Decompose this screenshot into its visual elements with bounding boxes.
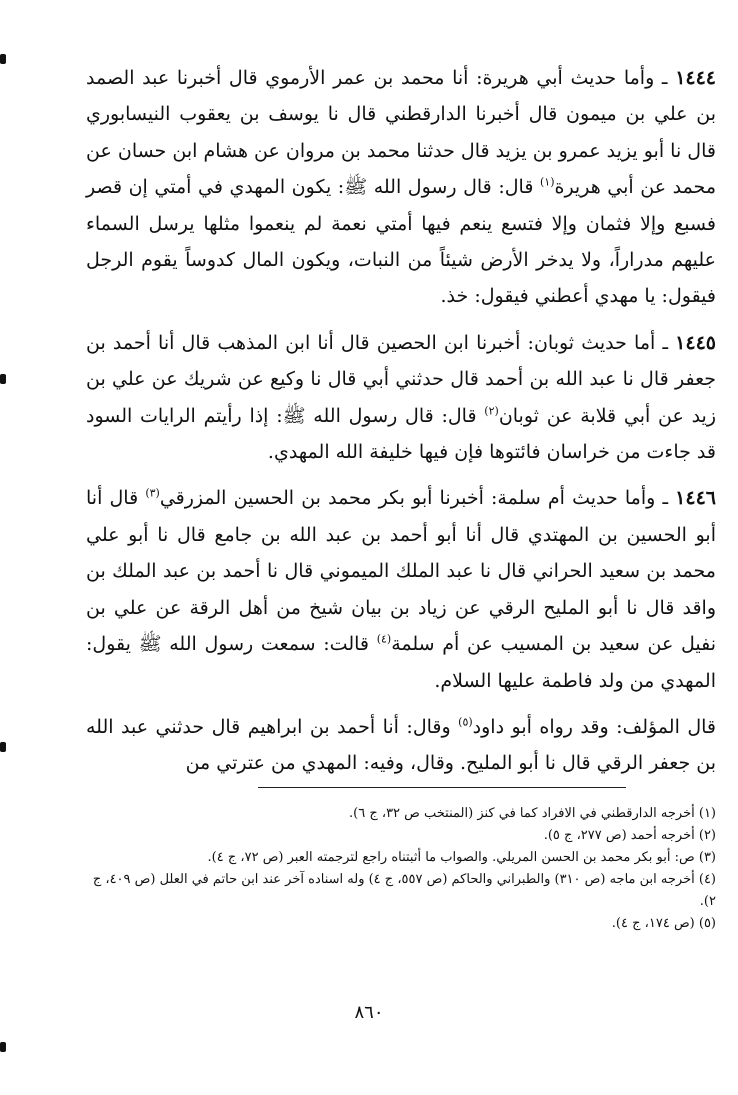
paragraph-text: ـ وأما حديث أم سلمة: أخبرنا أبو بكر محمد بن الحسين المزرقي bbox=[159, 487, 669, 510]
scan-edge-mark bbox=[0, 54, 6, 64]
hadith-number: ١٤٤٥ bbox=[675, 331, 716, 354]
paragraph-author-note bbox=[86, 709, 716, 782]
footnote-5: (٥) (ص ١٧٤، ج ٤). bbox=[611, 916, 716, 931]
footnote-4: (٤) أخرجه ابن ماجه (ص ٣١٠) والطبراني والحاكم (ص ٥٥٧، ج ٤) وله اسناده آخر عند ابن حاتم في العلل (ص ٤٠٩، ج ٢). bbox=[92, 872, 716, 909]
paragraph-text-cont: قالت: سمعت رسول الله ﷺ يقول: المهدي من ولد فاطمة عليها السلام. bbox=[86, 633, 716, 692]
footnote-ref[interactable]: (٥) bbox=[458, 715, 473, 729]
footnote-ref[interactable]: (١) bbox=[539, 175, 555, 189]
paragraph-text: ـ وأما حديث أبي هريرة: أنا محمد بن عمر الأرموي قال أخبرنا عبد الصمد بن علي بن ميمون قال أخبرنا الدارقطني قال نا يوسف بن يعقوب النيسابوري قال نا أبو يزيد عمرو بن يزيد قال حدثنا محمد بن مروان عن هشام ابن حسان عن محمد عن أبي هريرة bbox=[86, 67, 716, 199]
paragraph-text-cont: وقال: أنا أحمد بن ابراهيم قال حدثني عبد الله بن جعفر الرقي قال نا أبو المليح. وقال، وفيه: المهدي من عترتي من bbox=[86, 715, 716, 775]
paragraph-text-cont: قال: قال رسول الله ﷺ: يكون المهدي في أمتي إن قصر فسبع وإلا فثمان وإلا فتسع ينعم فيها أمتي نعمة لم ينعموا مثلها يرسل السماء عليهم مدراراً، ولا يدخر الأرض شيئاً من النبات، ويكون المال كدوساً يقوم الرجل فيقول: يا مهدي أعطني فيقول: خذ. bbox=[86, 176, 716, 308]
footnotes bbox=[86, 803, 716, 935]
footnote-1: (١) أخرجه الدارقطني في الافراد كما في كنز (المنتخب ص ٣٢، ج ٦). bbox=[349, 806, 716, 821]
paragraph-1444 bbox=[86, 60, 716, 315]
page-number: ٨٦٠ bbox=[354, 1002, 384, 1023]
footnote-ref[interactable]: (٢) bbox=[484, 404, 499, 418]
paragraph-text-cont: قال: قال رسول الله ﷺ: إذا رأيتم الرايات السود قد جاءت من خراسان فائتوها فإن فيها خليفة الله المهدي. bbox=[86, 404, 716, 464]
hadith-number: ١٤٤٤ bbox=[675, 67, 717, 89]
footnote-2: (٢) أخرجه أحمد (ص ٢٧٧، ج ٥). bbox=[543, 828, 716, 843]
footnote-3: (٣) ص: أبو بكر محمد بن الحسن المريلي. والصواب ما أثبتناه راجع لترجمته العبر (ص ٧٢، ج ٤). bbox=[207, 850, 716, 865]
footnote-ref[interactable]: (٤) bbox=[376, 632, 392, 646]
paragraph-text: ـ أما حديث ثوبان: أخبرنا ابن الحصين قال أنا ابن المذهب قال أنا أحمد بن جعفر قال نا عبد الله بن أحمد قال حدثني أبي قال نا وكيع عن شريك عن علي بن زيد عن أبي قلابة عن ثوبان bbox=[86, 331, 716, 427]
paragraph-text-cont: قال أنا أبو الحسين بن المهتدي قال أنا أبو أحمد بن عبد الله بن جامع قال نا أبو علي محمد بن سعيد الحراني قال نا عبد الملك الميموني قال نا أحمد بن عبد الملك بن واقد قال نا أبو المليح الرقي عن زياد بن بيان شيخ من أهل الرقة عن علي بن نفيل عن سعيد بن المسيب عن أم سلمة bbox=[86, 487, 716, 656]
hadith-number: ١٤٤٦ bbox=[675, 487, 716, 510]
paragraph-1445 bbox=[86, 325, 716, 471]
main-text bbox=[86, 60, 716, 782]
scan-edge-mark bbox=[0, 374, 6, 384]
scan-edge-mark bbox=[0, 742, 6, 752]
scan-edge-mark bbox=[0, 1042, 6, 1052]
footnote-ref[interactable]: (٣) bbox=[145, 487, 160, 501]
footnote-separator bbox=[258, 787, 626, 788]
paragraph-text: قال المؤلف: وقد رواه أبو داود bbox=[472, 715, 716, 738]
paragraph-1446 bbox=[86, 480, 716, 698]
